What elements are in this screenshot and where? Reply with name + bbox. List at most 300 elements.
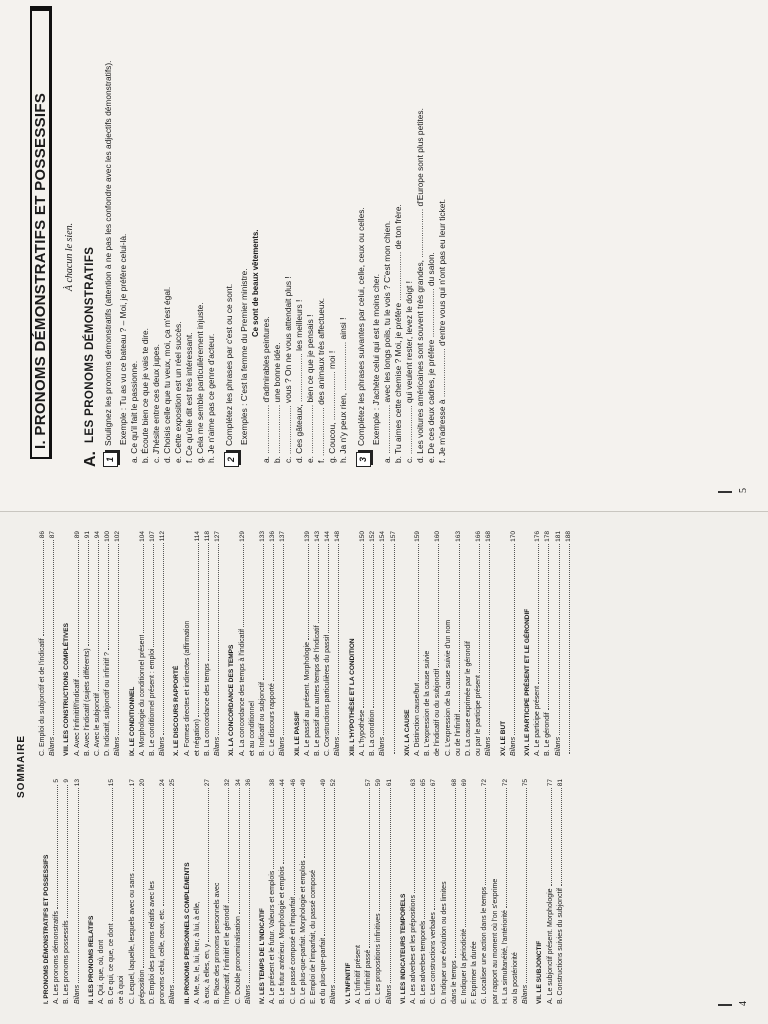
leader-dots [163, 543, 164, 735]
entry-page-number: 87 [49, 531, 57, 539]
entry-page-number: 137 [279, 531, 287, 542]
entry-title: C. Constructions particulières du passif [324, 634, 332, 756]
entry-page-number: 81 [556, 779, 564, 787]
contents-entry [413, 531, 423, 756]
contents-entry [213, 779, 223, 1004]
leader-dots [43, 540, 44, 636]
entry-page-number: 143 [314, 531, 322, 542]
epigraph: À chacun le sien. [64, 222, 75, 292]
contents-section-heading: XIII. L'HYPOTHÈSE ET LA CONDITION [348, 638, 356, 756]
leader-dots [363, 544, 364, 708]
contents-bilans-entry [521, 779, 531, 1004]
entry-page-number: 129 [238, 531, 246, 542]
leader-dots [489, 544, 490, 735]
contents-entry [73, 531, 83, 756]
entry-page-number: 148 [334, 531, 342, 542]
entry-title: A. Avec l'infinitif/l'indicatif [73, 679, 81, 756]
contents-section-heading: III. PRONOMS PERSONNELS COMPLÉMENTS [183, 862, 191, 1004]
contents-bilans-entry [73, 779, 83, 1004]
entry-page-number: 102 [114, 531, 122, 542]
entry-page-number: 65 [420, 779, 428, 787]
exercise-instruction: Complétez les phrases suivantes par celui, celle, ceux ou celles. [356, 207, 366, 446]
entry-page-number: 160 [434, 531, 442, 542]
contents-entry [533, 531, 543, 756]
entry-page-number: 49 [320, 779, 328, 787]
leader-dots [438, 544, 439, 667]
exercise-number: 2 [224, 452, 239, 467]
leader-dots [239, 788, 240, 914]
entry-page-number: 181 [554, 531, 562, 542]
leader-dots [208, 788, 209, 941]
entry-page-number: 104 [138, 531, 146, 542]
contents-entry [309, 779, 319, 1004]
contents-entry [491, 779, 501, 1004]
leader-dots [283, 544, 284, 735]
entry-title: C. Avec le subjonctif [94, 693, 102, 756]
entry-title: C. Les constructions verbales [430, 912, 438, 1004]
contents-entry [268, 779, 278, 1004]
entry-title: Bilans [379, 736, 387, 756]
entry-page-number: 144 [324, 531, 332, 542]
page-tick-mark [718, 1004, 732, 1006]
entry-title: Bilans [385, 984, 393, 1004]
section-heading [82, 47, 99, 467]
leader-dots [98, 540, 99, 691]
leader-dots [390, 788, 391, 983]
entry-title: Bilans [49, 736, 57, 756]
leader-dots [53, 540, 54, 735]
entry-page-number: 133 [259, 531, 267, 542]
entry-title: C. Les propositions infinitives [375, 913, 383, 1004]
exercise-items [261, 47, 349, 467]
contents-entry [117, 779, 127, 1004]
entry-title: B. Indicatif ou subjonctif [259, 682, 267, 756]
entry-page-number: 112 [159, 531, 167, 542]
contents-section-heading: XVI. LE PARTICIPE PRÉSENT ET LE GÉRONDIF [523, 608, 531, 756]
entry-page-number: 176 [534, 531, 542, 542]
contents-entry [474, 531, 484, 756]
entry-title: C. Double pronominalisation [234, 916, 242, 1004]
contents-entry [289, 779, 299, 1004]
entry-title: E. Indiquer la périodicité [460, 928, 468, 1004]
leader-dots [243, 544, 244, 627]
contents-entry [62, 779, 72, 1004]
entry-page-number: 49 [299, 779, 307, 787]
entry-page-number: 114 [193, 531, 201, 542]
leader-dots [273, 544, 274, 681]
entry-page-number: 68 [450, 779, 458, 787]
entry-title: A. Morphologie du conditionnel présent [138, 634, 146, 756]
entry-title: A. Le présent et le futur. Valeurs et emplois [269, 870, 277, 1004]
entry-title: B. Le conditionnel présent : emploi [149, 648, 157, 756]
contents-entry [319, 779, 329, 1004]
entry-page-number: 89 [73, 531, 81, 539]
entry-page-number: 157 [389, 531, 397, 542]
entry-title: A. L'infinitif présent [354, 945, 362, 1004]
contents-section-heading: VIII. LES CONSTRUCTIONS COMPLÉTIVES [63, 623, 71, 756]
entry-page-number: 107 [149, 531, 157, 542]
exercise-example-second: Ce sont de beaux vêtements. [251, 229, 260, 337]
contents-entry [203, 531, 213, 756]
contents-bilans-entry [509, 531, 519, 756]
contents-entry [429, 779, 439, 1004]
leader-dots [78, 788, 79, 983]
contents-section-heading: X. LE DISCOURS RAPPORTÉ [173, 665, 181, 756]
contents-entry [148, 531, 158, 756]
entry-title: B. La condition [369, 709, 377, 756]
contents-entry [501, 779, 511, 1004]
entry-title: B. Les pronoms possessifs [63, 920, 71, 1004]
contents-entry [511, 779, 521, 1004]
contents-entry [258, 531, 268, 756]
contents-entry [223, 779, 233, 1004]
entry-title: B. Avec l'indicatif (sujets différents) [83, 648, 91, 756]
contents-entry [323, 531, 333, 756]
entry-title: ou par le participe présent [475, 675, 483, 756]
entry-page-number: 91 [83, 531, 91, 539]
entry-page-number: 57 [365, 779, 373, 787]
entry-page-number: 13 [73, 779, 81, 787]
exercise-number: 1 [103, 452, 118, 467]
contents-section-heading: IV. LES TEMPS DE L'INDICATIF [259, 908, 267, 1004]
entry-title: A. L'hypothèse [358, 709, 366, 756]
leader-dots [112, 788, 113, 921]
entry-title: C. Emploi du subjonctif et de l'indicatif [39, 638, 46, 756]
entry-title: Bilans [522, 984, 530, 1004]
exercise-item: e. ..................... bien ce que je pensais ! [305, 314, 315, 463]
leader-dots [569, 544, 570, 754]
entry-page-number: 61 [385, 779, 393, 787]
contents-entry [158, 779, 168, 1004]
contents-entry [38, 531, 48, 756]
contents-entry [93, 531, 103, 756]
chapter-title: I. PRONOMS DÉMONSTRATIFS ET POSSESSIFS [30, 6, 52, 459]
page-tick-mark [718, 491, 732, 493]
leader-dots [173, 788, 174, 983]
leader-dots [163, 788, 164, 906]
entry-page-number: 5 [53, 779, 61, 783]
entry-title: Bilans [334, 736, 342, 756]
contents-entry [303, 531, 313, 756]
entry-title: D. Indicatif, subjonctif ou infinitif ? [104, 652, 112, 756]
contents-entry [278, 779, 288, 1004]
exercise-items [129, 47, 217, 467]
exercise-item: d. Les voitures américaines sont souvent très grandes, ..................... d'Europe sont plus petites. [415, 108, 425, 463]
entry-title: A. La concordance des temps à l'indicatif [238, 628, 246, 756]
exercise-item: e. Cette exposition est un réel succès. [173, 321, 183, 463]
entry-title: Bilans [485, 736, 493, 756]
entry-page-number: 52 [330, 779, 338, 787]
entry-title: et du plus-que-parfait [320, 937, 328, 1004]
entry-page-number: 44 [279, 779, 287, 787]
contents-entry [364, 779, 374, 1004]
entry-page-number: 118 [204, 531, 212, 542]
entry-page-number: 170 [509, 531, 517, 542]
page-number: 5 [738, 488, 749, 493]
entry-title: Bilans [330, 984, 338, 1004]
entry-title: D. Le plus-que-parfait. Morphologie et emplois [299, 860, 307, 1004]
entry-page-number: 154 [379, 531, 387, 542]
exercise-example: Exemples : C'est la femme du Premier ministre. [239, 268, 249, 445]
exercise-item: b. Tu aimes cette chemise ? Moi, je préfère ..................... de ton frère. [393, 204, 403, 463]
leader-dots [551, 788, 552, 886]
leader-dots [57, 785, 58, 909]
leader-dots [334, 788, 335, 983]
contents-section-heading: V. L'INFINITIF [344, 962, 352, 1004]
contents-entry [440, 779, 450, 1004]
contents-section-heading: VII. LE SUBJONCTIF [536, 940, 544, 1004]
exercise-item: g. Coucou, ..................... moi ! [327, 350, 337, 463]
exercise-item: d. Choisis celle que tu veux, moi, ça m'est égal. [162, 286, 172, 463]
contents-section-heading: IX. LE CONDITIONNEL [128, 686, 136, 756]
exercise-item: c. J'hésite entre ces deux jupes. [151, 344, 161, 463]
entry-title: B. L'expression de la cause suivie [424, 650, 432, 756]
entry-title: ou la postériorité [511, 952, 519, 1004]
exercise-example: Exemple : Tu as vu ce bateau ? – Moi, je préfère celui-là. [118, 233, 128, 445]
contents-section-heading: XII. LE PASSIF [293, 711, 301, 756]
exercise-2 [224, 47, 349, 467]
entry-title: A. Formes directes et indirectes (affirmation [183, 620, 191, 756]
entry-title: à eux, à elles, en, y [204, 943, 212, 1004]
entry-page-number: 9 [63, 779, 71, 783]
entry-title: A. Me, te, le, lui, leur, à lui, à elle, [193, 901, 201, 1004]
entry-page-number: 72 [501, 779, 509, 787]
entry-page-number: 166 [475, 531, 483, 542]
leader-dots [218, 544, 219, 735]
entry-title: B. Place des pronoms personnels avec [214, 882, 222, 1004]
entry-page-number: 178 [544, 531, 552, 542]
contents-entry [470, 779, 480, 1004]
contents-entry [97, 779, 107, 1004]
entry-page-number: 163 [454, 531, 462, 542]
leader-dots [506, 788, 507, 908]
entry-title: Bilans [169, 984, 177, 1004]
entry-title: B. Les adverbes temporels [420, 920, 428, 1004]
exercise-item: h. Ja n'y peux rien, ..................... ainsi ! [338, 317, 348, 463]
contents-entry [148, 779, 158, 1004]
leader-dots [263, 544, 264, 680]
contents-entry [454, 531, 464, 756]
contents-section-heading: VI. LES INDICATEURS TEMPORELS [399, 893, 407, 1004]
leader-dots [308, 544, 309, 640]
entry-title: Bilans [554, 736, 562, 756]
entry-title: B. Le gérondif [544, 712, 552, 756]
leader-dots [514, 544, 515, 735]
entry-title: préposition [138, 969, 146, 1004]
entry-title: Bilans [114, 736, 122, 756]
leader-dots [108, 544, 109, 650]
leader-dots [465, 788, 466, 927]
exercise-item: b. Écoute bien ce que je vais te dire. [140, 327, 150, 463]
entry-page-number: 20 [138, 779, 146, 787]
leader-dots [455, 788, 456, 958]
leader-dots [228, 788, 229, 903]
entry-title: Bilans [279, 736, 287, 756]
entry-title: B. Le futur antérieur. Morphologie et emplois [279, 866, 287, 1004]
leader-dots [249, 788, 250, 983]
exercise-item: e. De ces deux cadres, je préfère ..................... du salon. [426, 252, 436, 463]
leader-dots [559, 544, 560, 735]
contents-entry [238, 531, 248, 756]
contents-entry [183, 531, 193, 756]
exercise-header [356, 47, 371, 467]
exercise-item: d. Ces gâteaux, ..................... les meilleurs ! [294, 299, 304, 463]
contents-entry [234, 779, 244, 1004]
contents-bilans-entry [484, 531, 494, 756]
contents-entry [546, 779, 556, 1004]
entry-page-number: 69 [460, 779, 468, 787]
entry-page-number: 127 [214, 531, 222, 542]
entry-page-number: 77 [546, 779, 554, 787]
contents-bilans-entry [385, 779, 395, 1004]
contents-entry [268, 531, 278, 756]
exercise-item: a. Ce qu'il fait le passionne. [129, 360, 139, 463]
entry-title: Bilans [214, 736, 222, 756]
entry-page-number: 34 [234, 779, 242, 787]
entry-page-number: 46 [289, 779, 297, 787]
contents-entry [419, 779, 429, 1004]
leader-dots [294, 788, 295, 895]
contents-entry [299, 779, 309, 1004]
leader-dots [283, 788, 284, 864]
entry-title: B. Le passif aux autres temps de l'indicatif [314, 625, 322, 756]
entry-page-number: 168 [485, 531, 493, 542]
contents-entry [128, 779, 138, 1004]
entry-page-number: 15 [108, 779, 116, 787]
contents-entry [203, 779, 213, 1004]
exercise-item: g. Cela me semble particulièrement injuste. [195, 302, 205, 463]
entry-title: l'impératif, l'infinitif et le gérondif [224, 905, 232, 1004]
entry-title: et négation) [193, 719, 201, 756]
entry-title: ce à quoi [118, 975, 126, 1004]
entry-title: B. Ce qui, ce que, ce dont [108, 923, 116, 1004]
leader-dots [318, 544, 319, 624]
contents-entry [354, 779, 364, 1004]
leader-dots [198, 543, 199, 717]
entry-title: par rapport au moment où l'on s'exprime [491, 878, 499, 1004]
page-number: 4 [738, 1001, 749, 1006]
entry-page-number: 72 [481, 779, 489, 787]
entry-page-number: 136 [269, 531, 277, 542]
contents-section-heading: I. PRONOMS DÉMONSTRATIFS ET POSSESSIFS [43, 854, 50, 1004]
contents-entry [358, 531, 368, 756]
entry-page-number: 27 [204, 779, 212, 787]
entry-title: A. Qui, que, où, dont [98, 939, 106, 1004]
exercise-item: a. ..................... avec les longs poils, tu le vois ? C'est mon chien. [382, 220, 392, 463]
contents-entry [248, 531, 258, 756]
entry-page-number: 139 [303, 531, 311, 542]
entry-page-number: 152 [369, 531, 377, 542]
exercise-item: f. Ce qu'elle dit est très intéressant. [184, 332, 194, 463]
contents-entry [368, 531, 378, 756]
contents-section-heading: XV. LE BUT [499, 720, 507, 756]
leader-dots [561, 788, 562, 886]
entry-page-number: 38 [269, 779, 277, 787]
entry-page-number: 86 [39, 531, 46, 539]
section-title: LES PRONOMS DÉMONSTRATIFS [84, 246, 96, 443]
contents-entry [52, 779, 62, 1004]
exercise-1 [103, 47, 217, 467]
leader-dots [208, 543, 209, 661]
exercise-list [103, 47, 448, 467]
entry-title: Bilans [509, 736, 517, 756]
exercise-item: c. ..................... vous ? On ne vous attendait plus ! [283, 276, 293, 463]
contents-entry [374, 779, 384, 1004]
exercise-example: Exemple : J'achète celui qui est le moins cher. [371, 273, 381, 445]
entry-page-number: 36 [244, 779, 252, 787]
entry-title: D. La cause exprimée par le gérondif [464, 641, 472, 756]
exercise-items [382, 47, 448, 467]
leader-dots [548, 544, 549, 711]
entry-page-number: 67 [430, 779, 438, 787]
contents-bilans-entry [329, 779, 339, 1004]
leader-dots [414, 788, 415, 893]
entry-page-number: 25 [169, 779, 177, 787]
leader-dots [143, 788, 144, 968]
entry-title: C. Le passé composé et l'imparfait [289, 896, 297, 1004]
contents-entry [423, 531, 433, 756]
contents-bilans-entry [278, 531, 288, 756]
exercise-item: f. ..................... des animaux très affectueux. [316, 297, 326, 463]
contents-entry [543, 531, 553, 756]
entry-title: D. Indiquer une évolution ou des limites [440, 881, 448, 1004]
contents-entry [460, 779, 470, 1004]
entry-page-number: 75 [522, 779, 530, 787]
exercise-instruction: Soulignez les pronoms démonstratifs (attention à ne pas les confondre avec les adjectifs démonstratifs). [103, 60, 113, 446]
leader-dots [78, 540, 79, 677]
exercise-item: a. ..................... d'admirables peintures. [261, 316, 271, 463]
entry-title: C. Lequel, laquelle, lesquels avec ou sans [128, 873, 136, 1004]
entry-page-number: 188 [564, 531, 572, 542]
contents-bilans-entry [158, 531, 168, 756]
entry-title: et au conditionnel [248, 701, 256, 756]
entry-page-number: 59 [375, 779, 383, 787]
contents-bilans-entry [213, 531, 223, 756]
entry-page-number: 63 [409, 779, 417, 787]
entry-title: A. Le participe présent [534, 685, 542, 756]
entry-title: Bilans [73, 984, 81, 1004]
contents-bilans-entry [48, 531, 58, 756]
leader-dots [538, 544, 539, 684]
leader-dots [383, 544, 384, 735]
contents-bilans-entry [168, 779, 178, 1004]
contents-entry [138, 779, 148, 1004]
entry-page-number: 150 [358, 531, 366, 542]
contents-entry [450, 779, 460, 1004]
entry-title: Bilans [244, 984, 252, 1004]
entry-title: A. Les pronoms démonstratifs [53, 911, 61, 1004]
contents-bilans-entry [244, 779, 254, 1004]
entry-title: ou de l'infinitif [454, 713, 462, 756]
section-letter: A. [82, 451, 99, 467]
entry-title: C. Le discours rapporté [269, 683, 277, 756]
contents-entry [138, 531, 148, 756]
exercise-3 [356, 47, 448, 467]
leader-dots [324, 788, 325, 936]
entry-title: B. Constructions suivies du subjonctif [556, 888, 564, 1004]
leader-dots [418, 544, 419, 681]
contents-entry [103, 531, 113, 756]
leader-dots [118, 544, 119, 735]
leader-dots [459, 544, 460, 712]
contents-bilans-entry [554, 531, 564, 756]
leader-dots [143, 544, 144, 633]
contents-bilans-entry [113, 531, 123, 756]
leader-dots [373, 544, 374, 708]
contents-entry [444, 531, 454, 756]
entry-title: A. Les adverbes et les prépositions [409, 895, 417, 1004]
entry-title: dans le temps [450, 960, 458, 1004]
